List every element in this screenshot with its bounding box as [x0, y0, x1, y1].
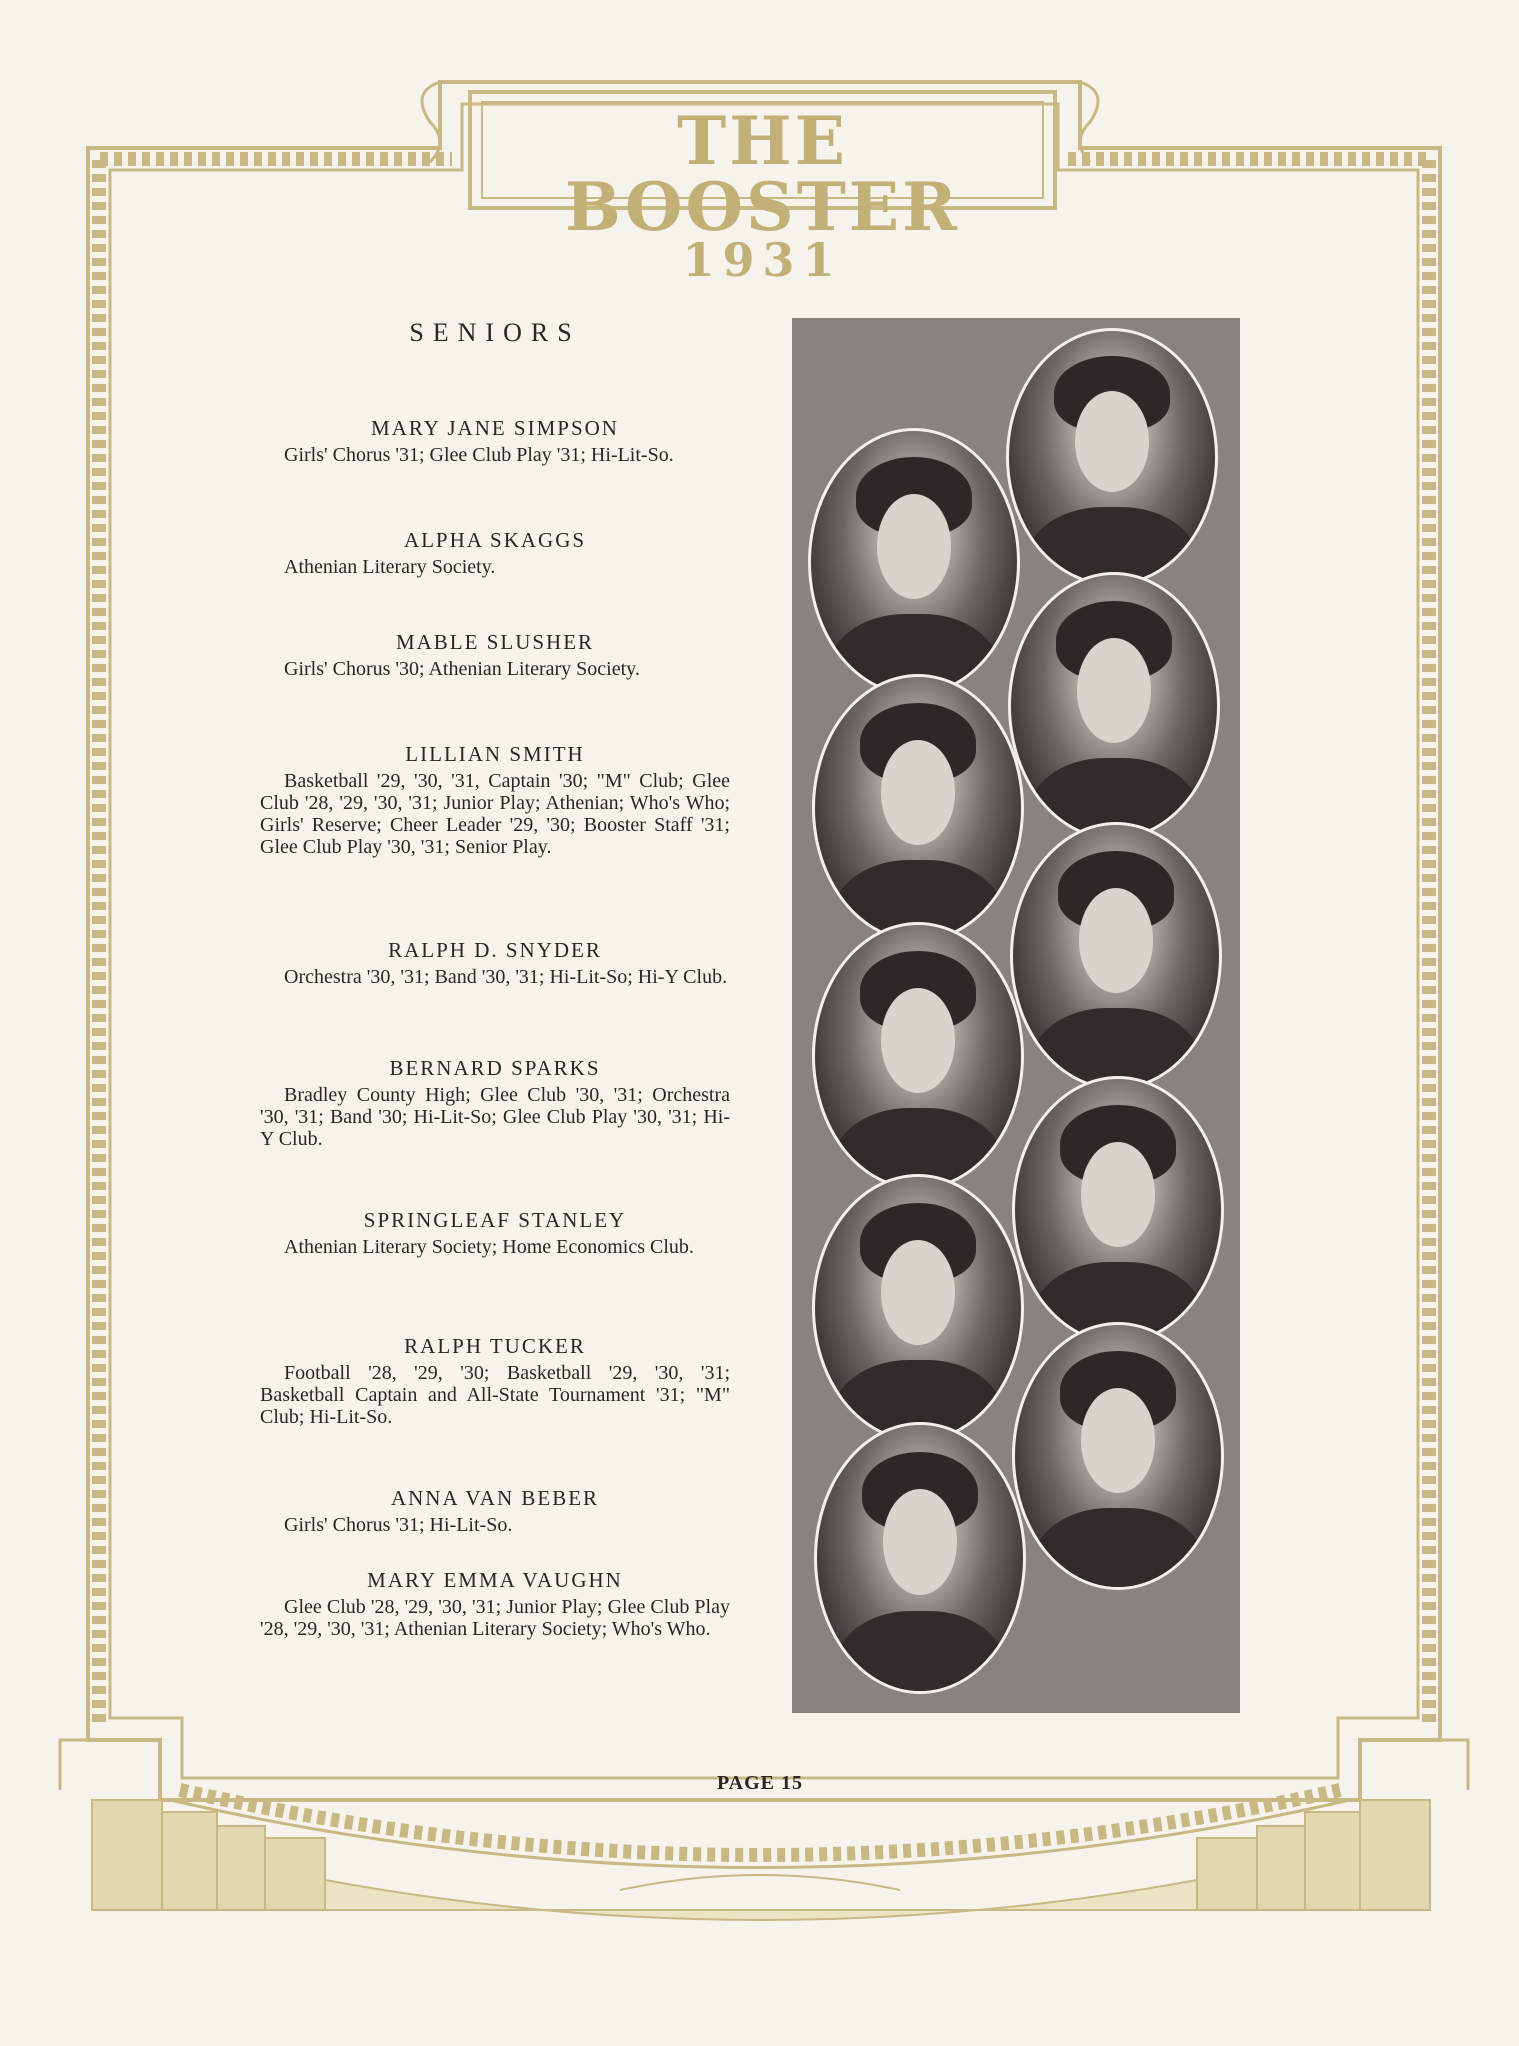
senior-name: RALPH D. SNYDER	[388, 938, 602, 962]
portrait-photo	[1010, 822, 1222, 1090]
senior-activities: Girls' Chorus '30; Athenian Literary Society.	[284, 658, 640, 680]
senior-entry	[260, 938, 730, 988]
senior-activities: Girls' Chorus '31; Glee Club Play '31; Hi-Lit-So.	[284, 444, 674, 466]
senior-entry	[260, 1568, 730, 1640]
senior-entry	[260, 1334, 730, 1428]
senior-name: SPRINGLEAF STANLEY	[363, 1208, 627, 1232]
senior-activities: Glee Club '28, '29, '30, '31; Junior Play; Glee Club Play '28, '29, '30, '31; Athenian Literary Society; Who's Who.	[260, 1596, 730, 1640]
portrait-photo	[812, 674, 1024, 942]
portrait-panel	[792, 318, 1240, 1713]
senior-entry	[260, 528, 730, 578]
senior-activities: Football '28, '29, '30; Basketball '29, '30, '31; Basketball Captain and All-State Tournament '31; "M" Club; Hi-Lit-So.	[260, 1362, 730, 1428]
portrait-photo	[812, 1174, 1024, 1442]
portrait-photo	[1008, 572, 1220, 840]
senior-entry	[260, 1486, 730, 1536]
senior-name: LILLIAN SMITH	[405, 742, 585, 766]
senior-name: MARY EMMA VAUGHN	[367, 1568, 623, 1592]
senior-name: BERNARD SPARKS	[389, 1056, 601, 1080]
portrait-photo	[1012, 1076, 1224, 1344]
portrait-photo	[808, 428, 1020, 696]
portrait-photo	[1012, 1322, 1224, 1590]
portrait-photo	[814, 1422, 1026, 1694]
senior-activities: Girls' Chorus '31; Hi-Lit-So.	[284, 1514, 513, 1536]
senior-activities: Athenian Literary Society.	[284, 556, 496, 578]
senior-entry	[260, 1056, 730, 1150]
senior-entry	[260, 416, 730, 466]
senior-name: MABLE SLUSHER	[395, 630, 595, 654]
senior-entry	[260, 630, 730, 680]
senior-entry	[260, 742, 730, 858]
senior-activities: Basketball '29, '30, '31, Captain '30; "M" Club; Glee Club '28, '29, '30, '31; Junior Play; Athenian; Who's Who; Girls' Reserve; Cheer Leader '29, '30; Booster Staff '31; Glee Club Play '30, '31; Senior Play.	[260, 770, 730, 858]
portrait-photo	[1006, 328, 1218, 586]
masthead-title: THE BOOSTER	[565, 102, 960, 246]
senior-name: RALPH TUCKER	[404, 1334, 586, 1358]
masthead-year: 1931	[682, 233, 843, 287]
senior-name: ALPHA SKAGGS	[403, 528, 587, 552]
senior-activities: Orchestra '30, '31; Band '30, '31; Hi-Lit-So; Hi-Y Club.	[284, 966, 728, 988]
page-number: PAGE 15	[716, 1772, 804, 1794]
section-title: SENIORS	[409, 318, 581, 347]
senior-name: ANNA VAN BEBER	[390, 1486, 600, 1510]
senior-entry	[260, 1208, 730, 1258]
portrait-photo	[812, 922, 1024, 1190]
senior-name: MARY JANE SIMPSON	[371, 416, 619, 440]
masthead	[470, 92, 1055, 287]
senior-activities: Athenian Literary Society; Home Economics Club.	[284, 1236, 694, 1258]
senior-activities: Bradley County High; Glee Club '30, '31; Orchestra '30, '31; Band '30; Hi-Lit-So; Glee Club Play '30, '31; Hi-Y Club.	[260, 1084, 730, 1150]
